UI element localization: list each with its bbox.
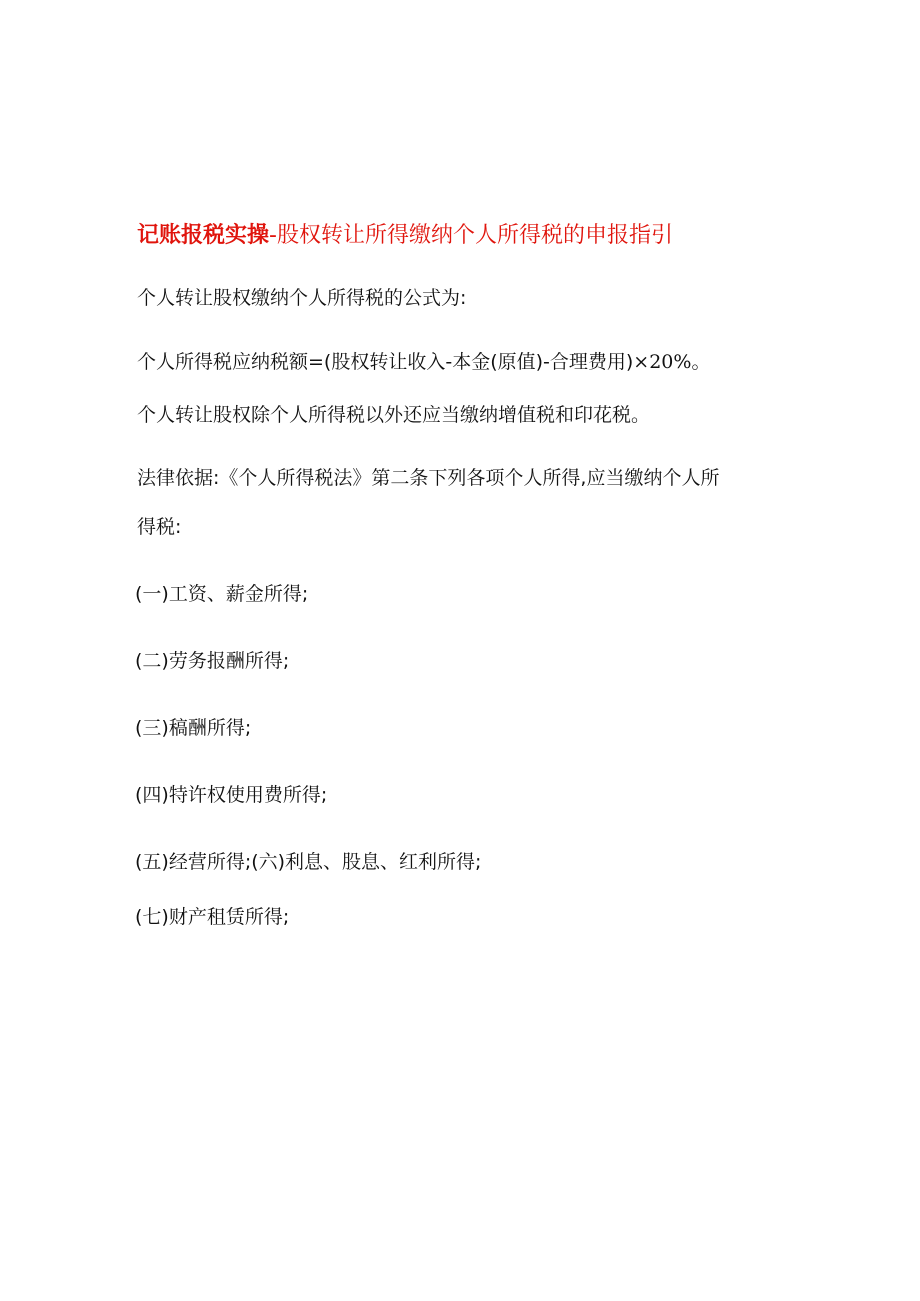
legal-basis-line-1: 法律依据:《个人所得税法》第二条下列各项个人所得,应当缴纳个人所 bbox=[137, 467, 720, 489]
list-item: (四)特许权使用费所得; bbox=[135, 784, 328, 806]
other-taxes-paragraph: 个人转让股权除个人所得税以外还应当缴纳增值税和印花税。 bbox=[137, 404, 651, 426]
formula-line bbox=[137, 350, 710, 374]
document-title-rest: -股权转让所得缴纳个人所得税的申报指引 bbox=[269, 223, 673, 248]
formula-text: 个人所得税应纳税额=(股权转让收入-本金(原值)-合理费用) bbox=[137, 351, 634, 373]
list-item: (一)工资、薪金所得; bbox=[135, 583, 309, 605]
document-title-bold: 记账报税实操 bbox=[137, 223, 270, 248]
formula-intro: 个人转让股权缴纳个人所得税的公式为: bbox=[137, 287, 467, 309]
list-item: (七)财产租赁所得; bbox=[135, 906, 290, 928]
list-item: (二)劳务报酬所得; bbox=[135, 650, 290, 672]
formula-rate: ×20%。 bbox=[633, 351, 711, 373]
list-item: (五)经营所得;(六)利息、股息、红利所得; bbox=[135, 851, 482, 873]
legal-basis-line-2: 得税: bbox=[137, 516, 182, 538]
document-title bbox=[137, 222, 673, 250]
list-item: (三)稿酬所得; bbox=[135, 717, 252, 739]
